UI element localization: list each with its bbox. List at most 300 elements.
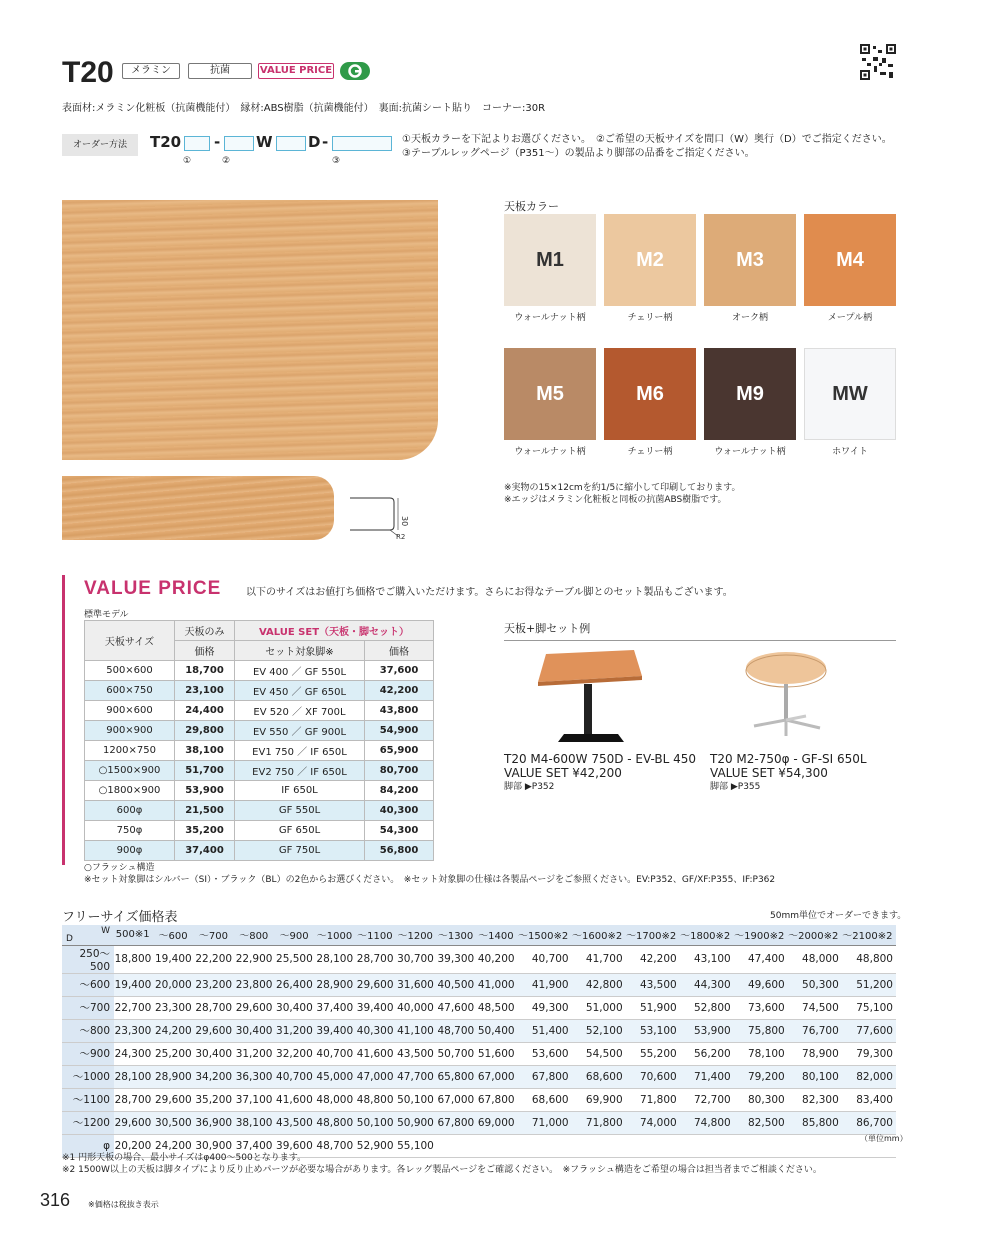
table-cell: 42,200 <box>626 945 680 973</box>
corner-w: W <box>101 926 110 936</box>
table-cell: 41,600 <box>275 1088 315 1111</box>
table-cell: 45,000 <box>316 1065 356 1088</box>
table-cell: 71,800 <box>626 1088 680 1111</box>
table-cell: 42,200 <box>365 681 434 701</box>
table-cell: 78,900 <box>788 1042 842 1065</box>
table-cell: 43,800 <box>365 701 434 721</box>
table-cell: 19,400 <box>114 973 154 996</box>
table-cell: 52,900 <box>356 1134 396 1157</box>
table-cell: 51,400 <box>518 1019 572 1042</box>
order-note-1: ①天板カラーを下記よりお選びください。 ②ご希望の天板サイズを間口（W）奥行（D）でご指定ください。 <box>402 134 892 145</box>
depth-box <box>276 136 306 151</box>
table-cell: 71,000 <box>518 1111 572 1134</box>
table-cell: 43,500 <box>397 1042 437 1065</box>
standard-model-label: 標準モデル <box>84 610 129 620</box>
column-header: 〜1500※2 <box>518 925 572 945</box>
swatch-label-m3: オーク柄 <box>731 313 768 323</box>
corner-d: D <box>66 933 73 944</box>
table-cell: 34,200 <box>195 1065 235 1088</box>
table-cell: ○1500×900 <box>85 761 175 781</box>
column-header: 〜2100※2 <box>842 925 896 945</box>
table-cell: 68,600 <box>572 1065 626 1088</box>
table-cell: 50,900 <box>397 1111 437 1134</box>
table-cell: GF 650L <box>235 821 365 841</box>
table-cell: 83,400 <box>842 1088 896 1111</box>
table-cell: 23,800 <box>235 973 275 996</box>
table-cell: 500×600 <box>85 661 175 681</box>
color-notes <box>504 482 740 506</box>
page-number: 316 <box>40 1190 71 1210</box>
column-header: 〜1400 <box>477 925 517 945</box>
table-cell: EV 520 ／ XF 700L <box>235 701 365 721</box>
table-cell: 29,600 <box>235 996 275 1019</box>
table-cell: 39,300 <box>437 945 477 973</box>
row-header: 〜1000 <box>62 1065 114 1088</box>
table-cell: 82,500 <box>734 1111 788 1134</box>
table-cell: 47,600 <box>437 996 477 1019</box>
order-notes <box>402 133 892 161</box>
table-cell: 86,700 <box>842 1111 896 1134</box>
table-cell: 31,600 <box>397 973 437 996</box>
table-cell: 42,800 <box>572 973 626 996</box>
table-cell: 35,200 <box>195 1088 235 1111</box>
table-cell: 38,100 <box>235 1111 275 1134</box>
edge-height-label: 30 <box>400 516 409 527</box>
table-cell: 900φ <box>85 841 175 861</box>
table-cell: 30,400 <box>235 1019 275 1042</box>
color-code-box <box>184 136 210 151</box>
table-cell: 51,700 <box>175 761 235 781</box>
table-cell: 65,900 <box>365 741 434 761</box>
table-row <box>62 1088 896 1111</box>
table-cell: 54,300 <box>365 821 434 841</box>
swatch-label-m5: ウォールナット柄 <box>514 447 586 457</box>
table-cell: 55,200 <box>626 1042 680 1065</box>
table-cell: 23,300 <box>154 996 194 1019</box>
leg-code-box <box>332 136 392 151</box>
row-header: 〜700 <box>62 996 114 1019</box>
table-cell: 29,600 <box>356 973 396 996</box>
table-cell: 38,100 <box>175 741 235 761</box>
col-value-set: VALUE SET（天板・脚セット） <box>235 621 434 641</box>
table-cell: 53,600 <box>518 1042 572 1065</box>
table-cell: 41,600 <box>356 1042 396 1065</box>
table-cell: 41,100 <box>397 1019 437 1042</box>
swatch-label-m9: ウォールナット柄 <box>714 447 786 457</box>
table-cell: 600×750 <box>85 681 175 701</box>
qr-code-icon <box>860 44 896 80</box>
table-cell: 80,300 <box>734 1088 788 1111</box>
table-cell: 85,800 <box>788 1111 842 1134</box>
free-note-2: ※2 1500W以上の天板は脚タイプにより反り止めパーツが必要な場合があります。各レッグ製品ページをご確認ください。 ※フラッシュ構造をご希望の場合は担当者までご相談ください。 <box>62 1165 822 1175</box>
table-cell: 750φ <box>85 821 175 841</box>
table-cell: 28,100 <box>316 945 356 973</box>
table-cell: 74,800 <box>680 1111 734 1134</box>
table-cell: 69,000 <box>477 1111 517 1134</box>
swatch-label-m6: チェリー柄 <box>627 447 673 457</box>
table-cell: 20,000 <box>154 973 194 996</box>
table-cell: 71,400 <box>680 1065 734 1088</box>
swatch-label-m2: チェリー柄 <box>627 313 673 323</box>
table-cell: 77,600 <box>842 1019 896 1042</box>
table-cell: 75,100 <box>842 996 896 1019</box>
table-cell: 74,500 <box>788 996 842 1019</box>
table-cell: EV2 750 ／ IF 650L <box>235 761 365 781</box>
row-header: 〜800 <box>62 1019 114 1042</box>
table-cell: 40,700 <box>316 1042 356 1065</box>
table-cell: 48,000 <box>316 1088 356 1111</box>
table-cell: 53,900 <box>175 781 235 801</box>
table-cell: 56,800 <box>365 841 434 861</box>
table-cell: 37,400 <box>316 996 356 1019</box>
swatch-m4: M4 <box>804 214 896 306</box>
set-b-name: T20 M2-750φ - GF-SI 650L <box>710 752 867 766</box>
swatch-m9: M9 <box>704 348 796 440</box>
table-cell: 52,800 <box>680 996 734 1019</box>
table-cell: 51,200 <box>842 973 896 996</box>
table-cell: 43,100 <box>680 945 734 973</box>
table-cell: 68,600 <box>518 1088 572 1111</box>
table-cell: 82,300 <box>788 1088 842 1111</box>
table-cell: 32,200 <box>275 1042 315 1065</box>
row-header: 〜1100 <box>62 1088 114 1111</box>
row-header: 250〜500 <box>62 945 114 973</box>
width-box <box>224 136 254 151</box>
color-note-1: ※実物の15×12cmを約1/5に縮小して印刷しております。 <box>504 483 741 493</box>
column-header: 〜700 <box>195 925 235 945</box>
table-cell: EV1 750 ／ IF 650L <box>235 741 365 761</box>
table-cell: 41,900 <box>518 973 572 996</box>
table-cell: 37,600 <box>365 661 434 681</box>
table-row <box>62 973 896 996</box>
table-cell: 37,400 <box>235 1134 275 1157</box>
table-cell: 40,500 <box>437 973 477 996</box>
table-cell: 1200×750 <box>85 741 175 761</box>
table-row <box>85 661 434 681</box>
table-cell: 28,700 <box>114 1088 154 1111</box>
swatch-m6: M6 <box>604 348 696 440</box>
table-cell: 55,100 <box>397 1134 437 1157</box>
column-header: 〜600 <box>154 925 194 945</box>
table-cell: 21,500 <box>175 801 235 821</box>
round-table-image <box>736 646 836 738</box>
col-set-leg: セット対象脚※ <box>235 641 365 661</box>
table-cell: 23,300 <box>114 1019 154 1042</box>
table-cell: 50,100 <box>356 1111 396 1134</box>
order-method-label: オーダー方法 <box>62 134 138 156</box>
table-cell: 24,400 <box>175 701 235 721</box>
table-cell: 75,800 <box>734 1019 788 1042</box>
table-cell: 69,900 <box>572 1088 626 1111</box>
table-row <box>62 1019 896 1042</box>
table-row <box>85 761 434 781</box>
set-example-heading: 天板+脚セット例 <box>504 622 591 635</box>
spec-line: 表面材:メラミン化粧板（抗菌機能付） 縁材:ABS樹脂（抗菌機能付） 裏面:抗菌シート貼り コーナー:30R <box>62 103 546 114</box>
table-cell: 30,400 <box>275 996 315 1019</box>
table-row <box>62 1111 896 1134</box>
green-mark-icon <box>340 62 370 80</box>
table-cell: 40,200 <box>477 945 517 973</box>
edge-radius-label: R2 <box>396 533 406 540</box>
row-header: φ <box>62 1134 114 1157</box>
table-cell: 18,800 <box>114 945 154 973</box>
table-cell: 48,500 <box>477 996 517 1019</box>
table-cell: 43,500 <box>275 1111 315 1134</box>
table-cell: 54,900 <box>365 721 434 741</box>
color-note-2: ※エッジはメラミン化粧板と同板の抗菌ABS樹脂です。 <box>504 495 727 505</box>
table-cell: 600φ <box>85 801 175 821</box>
table-cell: 52,100 <box>572 1019 626 1042</box>
table-cell: 48,800 <box>316 1111 356 1134</box>
column-header: 〜1700※2 <box>626 925 680 945</box>
table-cell: 39,400 <box>316 1019 356 1042</box>
table-cell: 20,200 <box>114 1134 154 1157</box>
tabletop-sample-image <box>62 200 438 460</box>
table-cell: 70,600 <box>626 1065 680 1088</box>
table-cell: 22,700 <box>114 996 154 1019</box>
table-cell: 39,400 <box>356 996 396 1019</box>
column-header: 〜800 <box>235 925 275 945</box>
set-example-b <box>710 752 867 794</box>
table-row <box>85 841 434 861</box>
value-price-accent-bar <box>62 575 65 865</box>
table-cell: 79,300 <box>842 1042 896 1065</box>
table-cell: 73,600 <box>734 996 788 1019</box>
free-note-1: ※1 円形天板の場合、最小サイズはφ400〜500となります。 <box>62 1153 306 1163</box>
num-1: ① <box>183 156 192 166</box>
table-cell: ○1800×900 <box>85 781 175 801</box>
row-header: 〜900 <box>62 1042 114 1065</box>
table-cell: 23,200 <box>195 973 235 996</box>
table-cell: 24,200 <box>154 1134 194 1157</box>
table-cell: 30,700 <box>397 945 437 973</box>
table-cell: 40,300 <box>356 1019 396 1042</box>
table-row <box>62 1065 896 1088</box>
table-cell: 84,200 <box>365 781 434 801</box>
table-cell: 76,700 <box>788 1019 842 1042</box>
swatch-m2: M2 <box>604 214 696 306</box>
set-a-name: T20 M4-600W 750D - EV-BL 450 <box>504 752 697 766</box>
column-header: 〜2000※2 <box>788 925 842 945</box>
free-size-notes <box>62 1152 822 1176</box>
table-cell: 80,700 <box>365 761 434 781</box>
table-cell: 50,300 <box>788 973 842 996</box>
table-cell: 40,300 <box>365 801 434 821</box>
table-cell: 28,700 <box>195 996 235 1019</box>
table-cell: 40,700 <box>518 945 572 973</box>
num-3: ③ <box>332 156 341 166</box>
table-row <box>62 1042 896 1065</box>
table-cell: 40,000 <box>397 996 437 1019</box>
w-letter: W <box>256 133 273 151</box>
table-cell: 25,200 <box>154 1042 194 1065</box>
table-cell: GF 750L <box>235 841 365 861</box>
swatch-m1: M1 <box>504 214 596 306</box>
table-cell: 36,900 <box>195 1111 235 1134</box>
table-cell: 24,200 <box>154 1019 194 1042</box>
table-cell: 51,000 <box>572 996 626 1019</box>
table-cell: 41,700 <box>572 945 626 973</box>
table-cell: 22,200 <box>195 945 235 973</box>
table-cell: 31,200 <box>235 1042 275 1065</box>
col-size: 天板サイズ <box>85 621 175 661</box>
value-price-description: 以下のサイズはお値打ち価格でご購入いただけます。さらにお得なテーブル脚とのセット製品もございます。 <box>246 587 733 598</box>
table-cell: 39,600 <box>275 1134 315 1157</box>
row-header: 〜600 <box>62 973 114 996</box>
table-cell: 41,000 <box>477 973 517 996</box>
table-cell: 28,900 <box>316 973 356 996</box>
table-cell: 28,900 <box>154 1065 194 1088</box>
dash-2: - <box>322 133 329 151</box>
swatch-mw: MW <box>804 348 896 440</box>
tag-antibacterial: 抗菌 <box>188 63 252 79</box>
value-note-2: ※セット対象脚はシルバー（SI）・ブラック（BL）の2色からお選びください。 ※セット対象脚の仕様は各製品ページをご参照ください。EV:P352、GF/XF:P355、IF:P362 <box>84 875 776 885</box>
order-note-2: ③テーブルレッグページ（P351〜）の製品より脚部の品番をご指定ください。 <box>402 148 755 159</box>
table-row <box>85 701 434 721</box>
column-header: 〜1600※2 <box>572 925 626 945</box>
value-price-title: VALUE PRICE <box>84 578 222 599</box>
swatch-m5: M5 <box>504 348 596 440</box>
col-set-price: 価格 <box>365 641 434 661</box>
table-cell: 19,400 <box>154 945 194 973</box>
table-cell: 28,700 <box>356 945 396 973</box>
table-cell: 29,800 <box>175 721 235 741</box>
table-row <box>85 681 434 701</box>
table-cell: 30,400 <box>195 1042 235 1065</box>
table-cell: 50,100 <box>397 1088 437 1111</box>
table-cell: 24,300 <box>114 1042 154 1065</box>
num-2: ② <box>222 156 231 166</box>
edge-sample-image <box>62 476 334 540</box>
table-cell: 49,300 <box>518 996 572 1019</box>
column-header: 〜1000 <box>316 925 356 945</box>
set-example-a <box>504 752 696 794</box>
col-top-only: 天板のみ <box>175 621 235 641</box>
col-price: 価格 <box>175 641 235 661</box>
table-cell: 29,600 <box>114 1111 154 1134</box>
table-cell: 51,900 <box>626 996 680 1019</box>
table-cell: 49,600 <box>734 973 788 996</box>
table-cell: 50,700 <box>437 1042 477 1065</box>
free-size-note: 50mm単位でオーダーできます。 <box>770 911 907 921</box>
table-cell: 67,000 <box>477 1065 517 1088</box>
table-cell: 74,000 <box>626 1111 680 1134</box>
column-header: 〜900 <box>275 925 315 945</box>
table-row <box>85 721 434 741</box>
set-b-price: VALUE SET ¥54,300 <box>710 766 828 780</box>
table-cell: 23,100 <box>175 681 235 701</box>
square-table-image <box>530 646 650 748</box>
table-cell: 900×900 <box>85 721 175 741</box>
table-cell: 82,000 <box>842 1065 896 1088</box>
table-cell: 47,700 <box>397 1065 437 1088</box>
table-cell: EV 450 ／ GF 650L <box>235 681 365 701</box>
table-cell: 48,800 <box>842 945 896 973</box>
table-cell: 28,100 <box>114 1065 154 1088</box>
set-b-ref: 脚部 ▶P355 <box>710 782 761 792</box>
table-cell: 44,300 <box>680 973 734 996</box>
table-cell: 900×600 <box>85 701 175 721</box>
free-size-price-table <box>62 925 896 1158</box>
table-cell: 48,800 <box>356 1088 396 1111</box>
tax-note: ※価格は税抜き表示 <box>88 1200 159 1209</box>
row-header: 〜1200 <box>62 1111 114 1134</box>
table-cell: 53,900 <box>680 1019 734 1042</box>
swatch-m3: M3 <box>704 214 796 306</box>
table-corner <box>62 925 114 945</box>
table-cell: 30,900 <box>195 1134 235 1157</box>
table-cell: 53,100 <box>626 1019 680 1042</box>
table-cell: 30,500 <box>154 1111 194 1134</box>
order-code: T20 <box>150 133 182 151</box>
swatch-label-mw: ホワイト <box>832 447 868 457</box>
free-size-title: フリーサイズ価格表 <box>62 910 178 925</box>
table-row <box>85 781 434 801</box>
table-row <box>62 996 896 1019</box>
table-cell: 29,600 <box>195 1019 235 1042</box>
table-cell: 67,800 <box>437 1111 477 1134</box>
column-header: 〜1800※2 <box>680 925 734 945</box>
table-cell: 25,500 <box>275 945 315 973</box>
table-cell: 67,000 <box>437 1088 477 1111</box>
table-cell: 18,700 <box>175 661 235 681</box>
table-cell: 31,200 <box>275 1019 315 1042</box>
value-note-1: ○フラッシュ構造 <box>84 863 155 873</box>
table-cell: 48,000 <box>788 945 842 973</box>
table-cell: 40,700 <box>275 1065 315 1088</box>
table-cell: EV 400 ／ GF 550L <box>235 661 365 681</box>
set-a-price: VALUE SET ¥42,200 <box>504 766 622 780</box>
table-cell: GF 550L <box>235 801 365 821</box>
tag-value-price: VALUE PRICE <box>258 63 334 79</box>
column-header: 500※1 <box>114 925 154 945</box>
table-cell: 37,100 <box>235 1088 275 1111</box>
table-cell: 65,800 <box>437 1065 477 1088</box>
table-row <box>85 821 434 841</box>
table-cell: EV 550 ／ GF 900L <box>235 721 365 741</box>
swatch-label-m1: ウォールナット柄 <box>514 313 586 323</box>
table-cell: 50,400 <box>477 1019 517 1042</box>
column-header: 〜1200 <box>397 925 437 945</box>
table-cell: 43,500 <box>626 973 680 996</box>
table-cell: 72,700 <box>680 1088 734 1111</box>
table-cell: IF 650L <box>235 781 365 801</box>
table-cell: 79,200 <box>734 1065 788 1088</box>
set-a-ref: 脚部 ▶P352 <box>504 782 555 792</box>
table-cell: 48,700 <box>316 1134 356 1157</box>
column-header: 〜1100 <box>356 925 396 945</box>
table-cell: 67,800 <box>518 1065 572 1088</box>
table-row <box>62 945 896 973</box>
table-cell: 48,700 <box>437 1019 477 1042</box>
table-cell: 47,400 <box>734 945 788 973</box>
table-cell: 78,100 <box>734 1042 788 1065</box>
swatch-label-m4: メープル柄 <box>827 313 873 323</box>
table-cell: 56,200 <box>680 1042 734 1065</box>
table-cell: 29,600 <box>154 1088 194 1111</box>
table-row <box>85 801 434 821</box>
product-title: T20 <box>62 56 114 89</box>
set-example-divider <box>504 640 896 641</box>
unit-label: （単位mm） <box>860 1134 908 1143</box>
table-row <box>85 741 434 761</box>
d-letter: D <box>308 133 321 151</box>
table-cell: 71,800 <box>572 1111 626 1134</box>
table-cell: 22,900 <box>235 945 275 973</box>
table-cell: 54,500 <box>572 1042 626 1065</box>
table-cell: 47,000 <box>356 1065 396 1088</box>
tag-melamine: メラミン <box>122 63 180 79</box>
